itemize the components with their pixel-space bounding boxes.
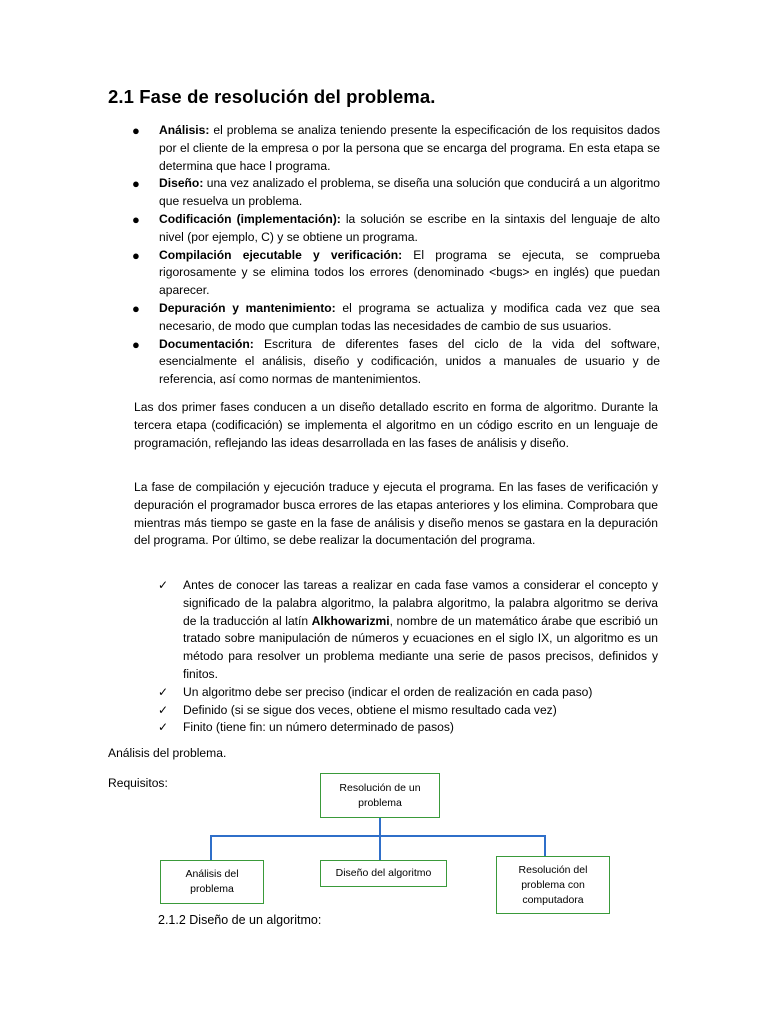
bullet-text: una vez analizado el problema, se diseña una solución que conducirá a un algoritmo que resuelva un problema. <box>159 176 660 209</box>
bullet-icon: ● <box>132 247 140 263</box>
bullet-icon: ● <box>132 336 140 352</box>
bullet-item-codificacion <box>132 211 660 247</box>
bullet-text: la solución se escribe en la sintaxis del lenguaje de alto nivel (por ejemplo, C) y se obtiene un programa. <box>159 211 661 244</box>
bullet-item-diseno <box>132 175 660 211</box>
diagram-root-box: Resolución de un problema <box>320 773 440 818</box>
phase-bullet-list <box>132 122 660 389</box>
bullet-icon: ● <box>132 123 140 138</box>
check-text: Finito (tiene fin: un número determinado de pasos) <box>183 720 454 735</box>
check-text: Un algoritmo debe ser preciso (indicar el orden de realización en cada paso) <box>183 684 593 699</box>
bullet-text: el programa se actualiza y modifica cada vez que sea necesario, de modo que cumplan todas las necesidades de cambio de sus usuarios. <box>159 300 661 333</box>
diagram-connector-horizontal <box>210 835 545 837</box>
section-heading: 2.1 Fase de resolución del problema. <box>108 86 436 107</box>
check-item-defined <box>158 702 658 720</box>
bullet-item-compilacion <box>132 247 660 300</box>
diagram-child-computer: Resolución del problema con computadora <box>496 856 610 914</box>
check-icon: ✓ <box>158 702 169 717</box>
bullet-icon: ● <box>132 176 140 192</box>
analysis-label: Análisis del problema. <box>108 746 227 760</box>
check-icon: ✓ <box>158 578 169 592</box>
diagram-connector-middle <box>379 835 381 860</box>
bullet-text: Escritura de diferentes fases del ciclo de la vida del software, esencialmente el análisis, diseño y codificación, unidos a manuales de usuario y de referencia, así como normas de mantenimientos. <box>159 336 660 387</box>
requirements-label: Requisitos: <box>108 776 168 790</box>
bullet-term: Compilación ejecutable y verificación: <box>159 247 403 262</box>
bullet-item-documentacion <box>132 336 660 389</box>
bullet-term: Diseño: <box>159 176 204 191</box>
bullet-term: Documentación: <box>159 336 254 351</box>
paragraph-compilation: La fase de compilación y ejecución traduce y ejecuta el programa. En las fases de verificación y depuración el programador busca errores de las etapas anteriores y los elimina. Comprobara que mientras más tiempo se gaste en la fase de análisis y diseño menos se gastara en la depuración del programa. Por último, se debe realizar la documentación del programa. <box>134 480 658 548</box>
bullet-term: Depuración y mantenimiento: <box>159 300 336 315</box>
bullet-text: el problema se analiza teniendo presente la especificación de los requisitos dados por el cliente de la empresa o por la persona que se encarga del programa. En esta etapa se determina que hace l programa. <box>159 123 660 173</box>
paragraph-design-phases: Las dos primer fases conducen a un diseño detallado escrito en forma de algoritmo. Durante la tercera etapa (codificación) se implementa el algoritmo en un código escrito en un lenguaje de programación, reflejando las ideas desarrollada en las fases de análisis y diseño. <box>134 400 658 450</box>
check-text: Antes de conocer las tareas a realizar en cada fase vamos a considerar el concepto y significado de la palabra algoritmo, la palabra algoritmo, la palabra algoritmo se deriva de la traducción al latín <box>183 578 658 628</box>
check-item-finite <box>158 719 658 737</box>
diagram-child-analysis: Análisis del problema <box>160 860 264 904</box>
check-icon: ✓ <box>158 720 169 735</box>
subheading-algorithm-design: 2.1.2 Diseño de un algoritmo: <box>158 913 322 927</box>
check-item-definition <box>158 577 658 684</box>
check-icon: ✓ <box>158 684 169 699</box>
check-item-precise <box>158 684 658 702</box>
diagram-connector-right <box>544 835 546 856</box>
check-text: , nombre de un matemático árabe que escribió un tratado sobre manipulación de números y ecuaciones en el siglo IX, un algoritmo es un método para resolver un problema mediante una serie de pasos precisos, definidos y finitos. <box>183 613 659 681</box>
check-list <box>158 577 658 737</box>
bullet-term: Codificación (implementación): <box>159 211 341 226</box>
bullet-text: El programa se ejecuta, se comprueba rigorosamente y se elimina todos los errores (denominado <bugs> en inglés) que puedan aparecer. <box>159 247 660 298</box>
bullet-item-analisis <box>132 122 660 175</box>
bullet-icon: ● <box>132 211 140 227</box>
bullet-term: Análisis: <box>159 123 210 137</box>
diagram-connector-vertical <box>379 818 381 836</box>
check-text: Definido (si se sigue dos veces, obtiene el mismo resultado cada vez) <box>183 702 557 717</box>
check-bold-text: Alkhowarizmi <box>311 613 390 628</box>
bullet-icon: ● <box>132 300 140 316</box>
bullet-item-depuracion <box>132 300 660 336</box>
diagram-child-design: Diseño del algoritmo <box>320 860 447 887</box>
diagram-connector-left <box>210 835 212 861</box>
